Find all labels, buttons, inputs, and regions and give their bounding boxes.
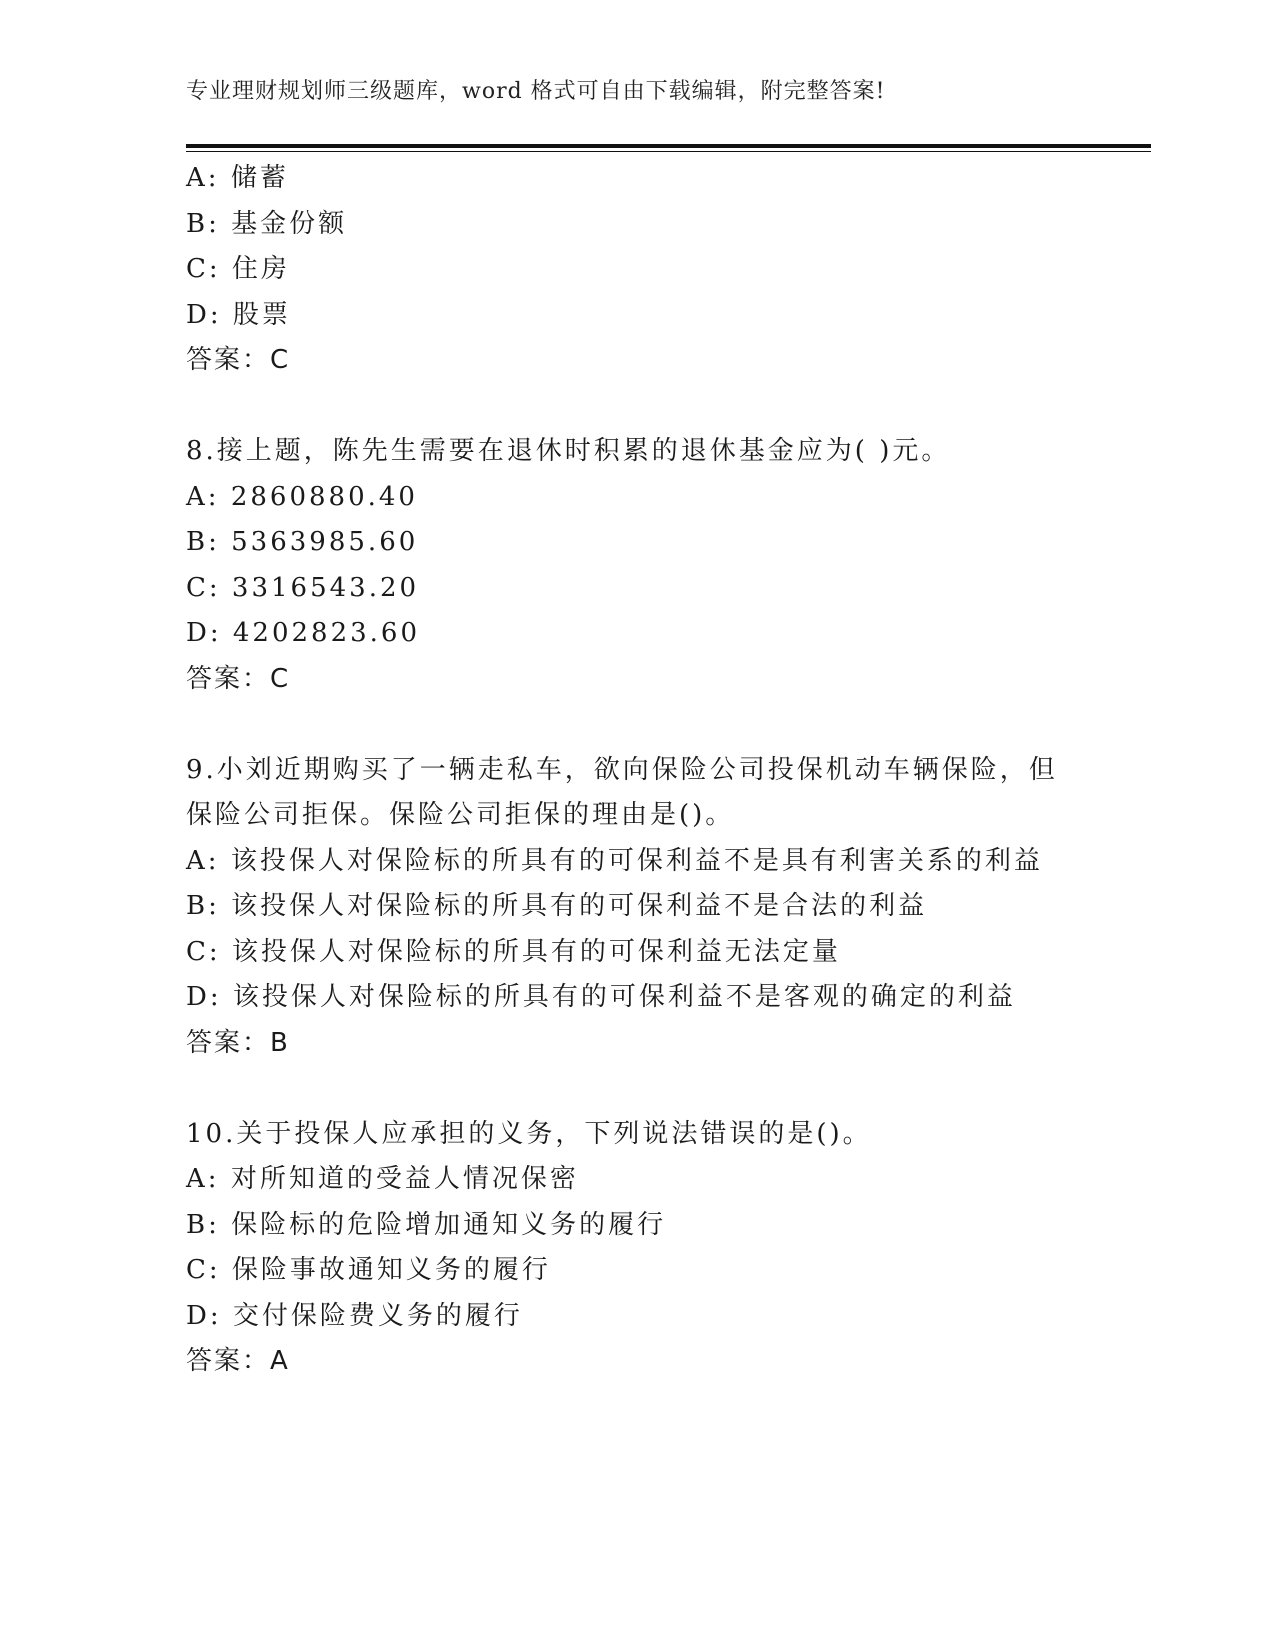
option-text: 3316543.20 <box>231 572 420 603</box>
option-line <box>186 520 1151 566</box>
option-text: 4202823.60 <box>232 618 421 648</box>
option-line <box>186 839 1151 885</box>
option-line <box>186 1157 1151 1203</box>
option-label: B: <box>186 891 220 921</box>
question-block <box>186 1112 1151 1385</box>
option-line <box>186 247 1151 293</box>
option-label: D: <box>186 618 222 648</box>
option-text: 该投保人对保险标的所具有的可保利益不是客观的确定的利益 <box>232 982 1016 1012</box>
spacer <box>186 384 1151 430</box>
question-stem: 9.小刘近期购买了一辆走私车，欲向保险公司投保机动车辆保险，但 <box>186 754 1058 785</box>
option-label: C: <box>186 572 221 603</box>
option-label: D: <box>186 299 222 330</box>
question-stem: 10.关于投保人应承担的义务，下列说法错误的是()。 <box>186 1118 872 1149</box>
option-line <box>186 293 1151 339</box>
option-text: 该投保人对保险标的所具有的可保利益无法定量 <box>231 936 841 967</box>
header-rule-thin <box>186 151 1151 152</box>
option-label: D: <box>186 982 222 1012</box>
option-label: B: <box>186 208 220 239</box>
question-block <box>186 748 1151 1067</box>
option-line <box>186 1203 1151 1249</box>
option-line <box>186 202 1151 248</box>
option-text: 保险标的危险增加通知义务的履行 <box>231 1209 667 1240</box>
question-list <box>186 156 1151 1385</box>
option-label: D: <box>186 1300 222 1331</box>
option-text: 该投保人对保险标的所具有的可保利益不是具有利害关系的利益 <box>230 845 1043 876</box>
option-label: A: <box>186 845 220 876</box>
option-line <box>186 156 1151 202</box>
option-text: 交付保险费义务的履行 <box>232 1300 523 1331</box>
option-label: B: <box>186 527 220 557</box>
header-rule-thick <box>186 144 1151 148</box>
option-text: 对所知道的受益人情况保密 <box>230 1164 579 1194</box>
answer-line: 答案：A <box>186 1346 290 1376</box>
spacer <box>186 1066 1151 1112</box>
option-text: 5363985.60 <box>231 527 419 557</box>
option-label: C: <box>186 1255 221 1285</box>
question-block <box>186 156 1151 384</box>
option-text: 储蓄 <box>230 163 289 193</box>
answer-line: 答案：B <box>186 1027 290 1058</box>
option-text: 基金份额 <box>231 208 348 239</box>
answer-line: 答案：C <box>186 663 291 694</box>
option-line <box>186 975 1151 1021</box>
option-label: C: <box>186 254 221 284</box>
option-line <box>186 475 1151 521</box>
option-label: A: <box>186 1164 220 1194</box>
option-line <box>186 611 1151 657</box>
option-text: 2860880.40 <box>230 481 418 512</box>
option-text: 该投保人对保险标的所具有的可保利益不是合法的利益 <box>231 891 928 921</box>
question-block <box>186 429 1151 702</box>
option-line <box>186 566 1151 612</box>
question-stem: 8.接上题，陈先生需要在退休时积累的退休基金应为( )元。 <box>186 436 951 466</box>
option-label: A: <box>186 163 220 193</box>
spacer <box>186 702 1151 748</box>
option-text: 股票 <box>232 299 291 330</box>
option-line <box>186 930 1151 976</box>
option-text: 保险事故通知义务的履行 <box>231 1255 551 1285</box>
option-line <box>186 884 1151 930</box>
page-header: 专业理财规划师三级题库，word 格式可自由下载编辑，附完整答案! <box>186 79 886 104</box>
answer-line: 答案：C <box>186 345 291 375</box>
option-label: A: <box>186 481 220 512</box>
option-label: C: <box>186 936 221 967</box>
option-line <box>186 1294 1151 1340</box>
option-label: B: <box>186 1209 220 1240</box>
question-stem: 保险公司拒保。保险公司拒保的理由是()。 <box>186 800 735 830</box>
option-line <box>186 1248 1151 1294</box>
option-text: 住房 <box>231 254 290 284</box>
